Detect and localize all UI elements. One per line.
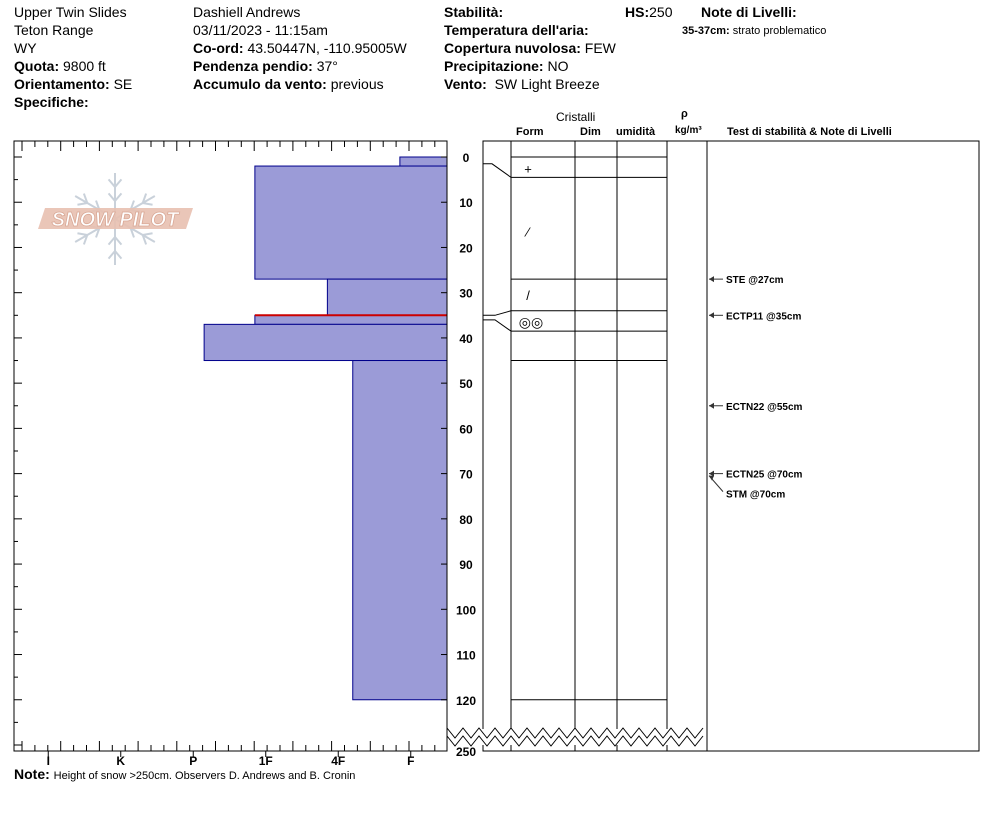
snowflake-branch [77,203,87,205]
depth-label: 50 [459,377,473,392]
hardness-bar-0 [400,157,447,166]
wind-value: SW Light Breeze [494,76,600,92]
hardness-bar-2 [327,279,447,315]
aspect-value: SE [113,76,133,92]
coord-value: 43.50447N, -110.95005W [247,40,407,56]
coord-label: Co-ord: [193,40,244,56]
depth-label: 10 [459,196,473,211]
layer-note-text: strato problematico [732,25,827,37]
test-arrowhead [709,403,714,409]
test-arrowhead [709,276,714,282]
specifics-label: Specifiche: [14,94,89,110]
stability-test-label: STE @27cm [726,275,784,287]
depth-label: 80 [459,512,473,527]
density-unit-header: kg/m³ [675,125,702,136]
mountain-range: Teton Range [14,22,94,38]
depth-label: 120 [455,693,477,708]
crystals-header: Cristalli [556,110,596,124]
dim-column-header: Dim [580,126,601,138]
hardness-bar-1 [255,166,447,279]
crystal-table-frame [483,141,979,751]
snowflake-branch [143,233,153,235]
elevation-label: Quota: [14,58,60,74]
sky-label: Copertura nuvolosa: [444,40,581,56]
hs-value: 250 [649,4,673,20]
snow-pilot-logo [38,173,193,265]
connector-line [483,311,511,316]
snowflake-branch [143,203,153,205]
depth-label: 110 [456,648,476,663]
hardness-layers [204,157,447,700]
density-rho-header: ρ [681,108,688,120]
precip-value: NO [547,58,569,74]
location-name: Upper Twin Slides [14,4,127,20]
grain-form-symbol: / [526,287,530,303]
elevation-value: 9800 ft [63,58,106,74]
observation-datetime: 03/11/2023 - 11:15am [193,22,328,38]
grain-form-symbol: ⁄ [526,224,530,240]
wind-loading-label: Accumulo da vento: [193,76,327,92]
note-label: Note: [14,766,50,782]
hardness-label: P [189,754,198,768]
wind-label: Vento: [444,76,487,92]
depth-label: 30 [459,286,473,301]
hardness-label: 1F [258,754,273,768]
layer-note-range: 35-37cm: [682,25,730,37]
moisture-column-header: umidità [616,126,656,138]
hardness-bar-5 [353,361,447,700]
crystal-table [447,141,979,751]
depth-label: 100 [455,603,477,618]
logo-text: SNOW PILOT [51,209,179,231]
connector-line [483,164,511,178]
footer-note [14,766,355,783]
hardness-bar-4 [204,324,447,360]
precip-label: Precipitazione: [444,58,544,74]
form-column-header: Form [516,126,544,138]
depth-label: 60 [459,422,473,437]
aspect-label: Orientamento: [14,76,110,92]
note-text: Height of snow >250cm. Observers D. Andrews and B. Cronin [53,770,356,782]
air-temp-label: Temperatura dell'aria: [444,22,589,38]
grain-form-symbol: ◎◎ [518,314,544,331]
grain-form-symbol: + [524,161,532,177]
hardness-label: F [407,754,415,768]
stability-test-label: STM @70cm [726,489,786,501]
snowflake-branch [77,233,87,235]
test-arrowhead [709,312,714,318]
slope-label: Pendenza pendio: [193,58,313,74]
layer-notes-title: Note di Livelli: [701,4,797,20]
depth-label: 20 [459,241,473,256]
stability-test-markers [709,275,803,500]
hardness-label: K [116,754,126,768]
depth-label: 40 [459,331,473,346]
hardness-label: I [46,754,50,768]
stability-test-label: ECTN25 @70cm [726,469,803,481]
hardness-label: 4F [331,754,346,768]
wind-loading-value: previous [330,76,384,92]
state: WY [14,40,37,56]
stability-label: Stabilità: [444,4,504,20]
slope-value: 37° [316,58,338,74]
depth-label: 0 [462,151,470,165]
connector-line [483,320,511,331]
sky-value: FEW [584,40,616,56]
stability-test-label: ECTP11 @35cm [726,311,802,323]
hs-label: HS: [625,4,650,20]
depth-label: 70 [459,467,473,482]
hardness-bar-3 [255,315,447,324]
depth-label: 250 [455,745,477,759]
depth-label: 90 [459,558,473,573]
stability-test-label: ECTN22 @55cm [726,401,803,413]
observer-name: Dashiell Andrews [193,4,301,20]
stability-tests-header: Test di stabilità & Note di Livelli [727,126,892,138]
